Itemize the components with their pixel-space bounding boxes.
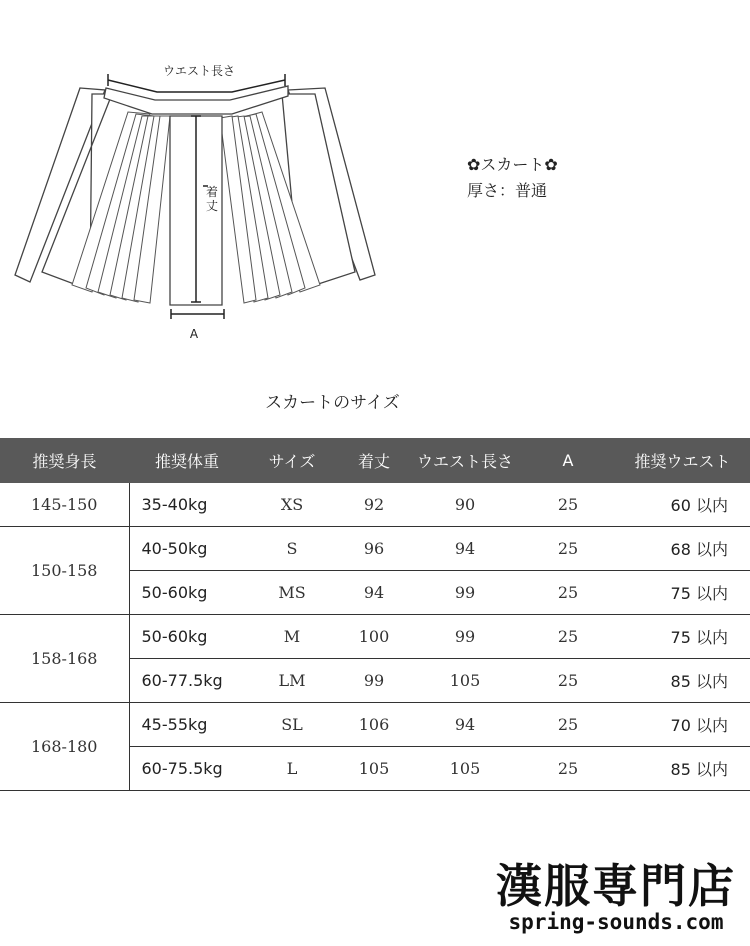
weight-cell: 50-60kg <box>129 615 245 659</box>
header-rec-height: 推奨身長 <box>0 438 129 483</box>
size-cell: L <box>245 747 339 791</box>
size-cell: XS <box>245 483 339 527</box>
header-rec-weight: 推奨体重 <box>129 438 245 483</box>
table-row <box>0 703 750 747</box>
rec-waist-cell: 85 以内 <box>615 747 750 791</box>
rec-waist-cell: 85 以内 <box>615 659 750 703</box>
rec-waist-cell: 60 以内 <box>615 483 750 527</box>
waist-cell: 99 <box>409 615 521 659</box>
size-table-title: スカートのサイズ <box>265 393 400 413</box>
weight-cell: 60-75.5kg <box>129 747 245 791</box>
weight-cell: 40-50kg <box>129 527 245 571</box>
a-cell: 25 <box>521 615 615 659</box>
table-header-row <box>0 438 750 483</box>
waist-measure-line <box>108 80 285 92</box>
header-rec-waist: 推奨ウエスト <box>615 438 750 483</box>
size-cell: LM <box>245 659 339 703</box>
a-cell: 25 <box>521 571 615 615</box>
header-length: 着丈 <box>339 438 409 483</box>
a-cell: 25 <box>521 747 615 791</box>
height-cell: 168-180 <box>0 703 129 791</box>
shop-logo <box>496 859 736 934</box>
skirt-diagram <box>0 0 400 350</box>
size-cell: S <box>245 527 339 571</box>
size-cell: MS <box>245 571 339 615</box>
waist-cell: 94 <box>409 527 521 571</box>
length-cell: 94 <box>339 571 409 615</box>
length-label-1: 着 <box>205 185 219 199</box>
product-info <box>467 152 558 204</box>
waist-cell: 105 <box>409 747 521 791</box>
header-waist-length: ウエスト長さ <box>409 438 521 483</box>
waist-cell: 94 <box>409 703 521 747</box>
rec-waist-cell: 75 以内 <box>615 615 750 659</box>
rec-waist-cell: 75 以内 <box>615 571 750 615</box>
table-row <box>0 527 750 571</box>
weight-cell: 45-55kg <box>129 703 245 747</box>
length-cell: 99 <box>339 659 409 703</box>
length-cell: 100 <box>339 615 409 659</box>
height-cell: 150-158 <box>0 527 129 615</box>
length-cell: 105 <box>339 747 409 791</box>
skirt-title: ✿スカート✿ <box>467 155 558 174</box>
waist-cell: 105 <box>409 659 521 703</box>
header-size: サイズ <box>245 438 339 483</box>
height-cell: 145-150 <box>0 483 129 527</box>
rec-waist-cell: 68 以内 <box>615 527 750 571</box>
a-cell: 25 <box>521 703 615 747</box>
a-cell: 25 <box>521 483 615 527</box>
table-row <box>0 483 750 527</box>
waist-cell: 99 <box>409 571 521 615</box>
size-cell: M <box>245 615 339 659</box>
length-label-2: 丈 <box>205 199 219 213</box>
height-cell: 158-168 <box>0 615 129 703</box>
header-a: A <box>521 438 615 483</box>
shop-logo-url: spring-sounds.com <box>508 910 724 934</box>
size-table <box>0 438 750 791</box>
length-cell: 92 <box>339 483 409 527</box>
size-cell: SL <box>245 703 339 747</box>
weight-cell: 60-77.5kg <box>129 659 245 703</box>
shop-logo-main: 漢服専門店 <box>496 859 736 913</box>
waist-length-label: ウエスト長さ <box>162 64 236 78</box>
waist-cell: 90 <box>409 483 521 527</box>
thickness-label: 厚さ：普通 <box>467 181 548 200</box>
a-cell: 25 <box>521 659 615 703</box>
weight-cell: 50-60kg <box>129 571 245 615</box>
rec-waist-cell: 70 以内 <box>615 703 750 747</box>
a-measure-label: A <box>189 327 199 341</box>
weight-cell: 35-40kg <box>129 483 245 527</box>
length-cell: 96 <box>339 527 409 571</box>
table-row <box>0 615 750 659</box>
a-cell: 25 <box>521 527 615 571</box>
skirt-waistband <box>104 86 288 114</box>
length-cell: 106 <box>339 703 409 747</box>
